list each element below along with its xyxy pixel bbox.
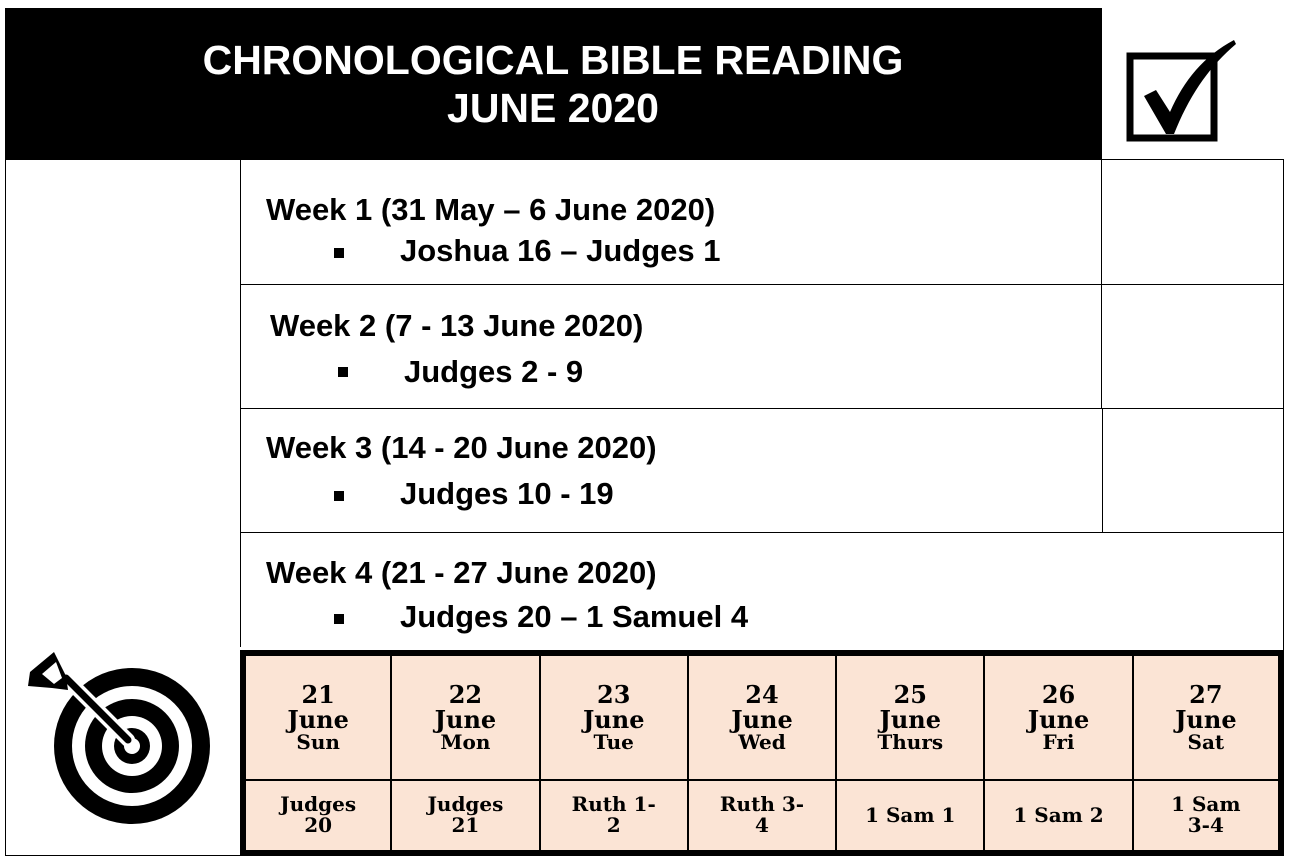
reading-cell-thurs (836, 780, 984, 853)
week-reading: Joshua 16 – Judges 1 (400, 233, 721, 268)
day-of-week: Mon (440, 729, 491, 754)
day-month: June (1027, 704, 1090, 734)
week-reading: Judges 20 – 1 Samuel 4 (400, 599, 749, 634)
day-date: 25 (893, 679, 927, 709)
bullet-icon (338, 367, 348, 377)
reading-line-2: 4 (755, 813, 769, 838)
day-month: June (434, 704, 497, 734)
day-month: June (582, 704, 645, 734)
title-line-1: CHRONOLOGICAL BIBLE READING (202, 37, 904, 83)
reading-line-2: 20 (304, 813, 333, 838)
week-check-cell[interactable] (1102, 409, 1284, 532)
week-row-1 (240, 160, 1284, 285)
day-of-week: Fri (1042, 729, 1075, 754)
day-of-week: Sun (296, 729, 340, 754)
week-row-3 (240, 409, 1284, 533)
day-cell-wed (688, 653, 836, 780)
bullet-icon (334, 491, 344, 501)
day-cell-sat (1133, 653, 1281, 780)
day-of-week: Sat (1187, 729, 1225, 754)
week-title: Week 3 (14 - 20 June 2020) (266, 430, 657, 465)
reading-line-2: 2 (606, 813, 621, 838)
day-cell-mon (391, 653, 539, 780)
day-cell-fri (984, 653, 1132, 780)
checked-box-icon (1126, 38, 1238, 142)
day-date: 26 (1041, 679, 1076, 709)
reading-cell-mon (391, 780, 539, 853)
target-bullseye-icon (28, 652, 216, 830)
readings-row (243, 780, 1281, 853)
reading-cell-sun (243, 780, 391, 853)
reading-line-1: 1 Sam (1171, 792, 1241, 817)
reading-cell-wed (688, 780, 836, 853)
reading-line-1: Judges (280, 792, 357, 817)
daily-reading-table (240, 650, 1284, 856)
bullet-icon (334, 614, 344, 624)
reading-line-1: Judges (427, 792, 504, 817)
day-date: 24 (745, 679, 779, 709)
reading-line-1: Ruth 3- (719, 792, 805, 817)
day-month: June (287, 704, 349, 734)
week-check-cell[interactable] (1101, 160, 1284, 284)
bullet-icon (334, 248, 344, 258)
day-month: June (1175, 704, 1237, 734)
week-check-cell[interactable] (1101, 285, 1284, 408)
title-line-2: JUNE 2020 (447, 85, 659, 131)
page-title (5, 8, 1101, 160)
week-reading: Judges 10 - 19 (400, 476, 614, 511)
day-date: 23 (597, 679, 631, 709)
reading-line-2: 3-4 (1187, 813, 1224, 838)
day-of-week: Thurs (877, 729, 944, 754)
week-title: Week 1 (31 May – 6 June 2020) (266, 192, 716, 227)
week-row-4 (240, 533, 1284, 653)
reading-cell-fri (984, 780, 1132, 853)
day-month: June (879, 704, 942, 734)
day-date: 27 (1189, 679, 1223, 709)
week-title: Week 2 (7 - 13 June 2020) (270, 308, 644, 343)
dates-row (243, 653, 1281, 780)
day-cell-sun (243, 653, 391, 780)
day-of-week: Wed (738, 729, 786, 754)
day-date: 21 (301, 679, 335, 709)
reading-line-1: Ruth 1- (571, 792, 656, 817)
reading-line-1: 1 Sam 1 (865, 802, 956, 827)
day-month: June (731, 704, 793, 734)
day-cell-tue (540, 653, 688, 780)
day-of-week: Tue (593, 729, 634, 754)
day-date: 22 (448, 679, 483, 709)
week-reading: Judges 2 - 9 (404, 354, 584, 389)
week-title: Week 4 (21 - 27 June 2020) (266, 555, 657, 590)
reading-line-1: 1 Sam 2 (1013, 802, 1104, 827)
week-row-2 (240, 285, 1284, 409)
reading-cell-sat (1133, 780, 1281, 853)
day-cell-thurs (836, 653, 984, 780)
reading-cell-tue (540, 780, 688, 853)
reading-line-2: 21 (451, 813, 480, 838)
